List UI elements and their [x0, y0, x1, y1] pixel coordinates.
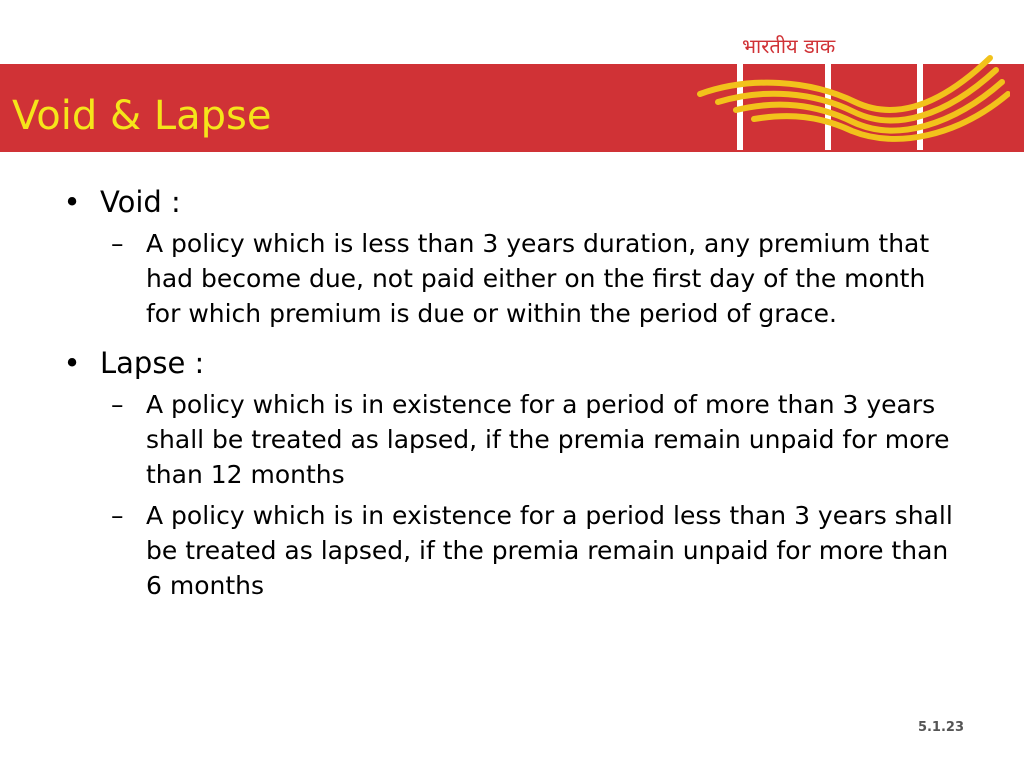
- bullet-label: Void :: [100, 185, 181, 219]
- sub-bullet-marker: –: [111, 501, 124, 530]
- sub-bullet-text: A policy which is in existence for a period less than 3 years shall be treated as lapsed, if the premia remain unpaid for more than 6 months: [146, 501, 953, 600]
- sub-bullet-text: A policy which is less than 3 years duration, any premium that had become due, not paid either on the first day of the month for which premium is due or within the period of grace.: [146, 229, 930, 328]
- sub-bullet-marker: –: [111, 229, 124, 258]
- sub-bullet-void-definition: [56, 226, 966, 331]
- bullet-lapse: [56, 339, 976, 387]
- india-post-logo-icon: [690, 18, 1010, 154]
- slide-title: Void & Lapse: [12, 93, 272, 139]
- logo-hindi-text: भारतीय डाक: [742, 34, 836, 58]
- bullet-marker: •: [63, 346, 81, 380]
- slide-number: 5.1.23: [917, 720, 964, 735]
- sub-bullet-lapse-more-than-3-years: [56, 387, 966, 492]
- sub-bullet-text: A policy which is in existence for a period of more than 3 years shall be treated as lapsed, if the premia remain unpaid for more than 12 months: [146, 390, 950, 489]
- bullet-marker: •: [63, 185, 81, 219]
- sub-bullet-marker: –: [111, 390, 124, 419]
- bullet-void: [56, 178, 976, 226]
- sub-bullet-lapse-less-than-3-years: [56, 498, 966, 603]
- slide-content: [56, 178, 976, 609]
- bullet-label: Lapse :: [100, 346, 205, 380]
